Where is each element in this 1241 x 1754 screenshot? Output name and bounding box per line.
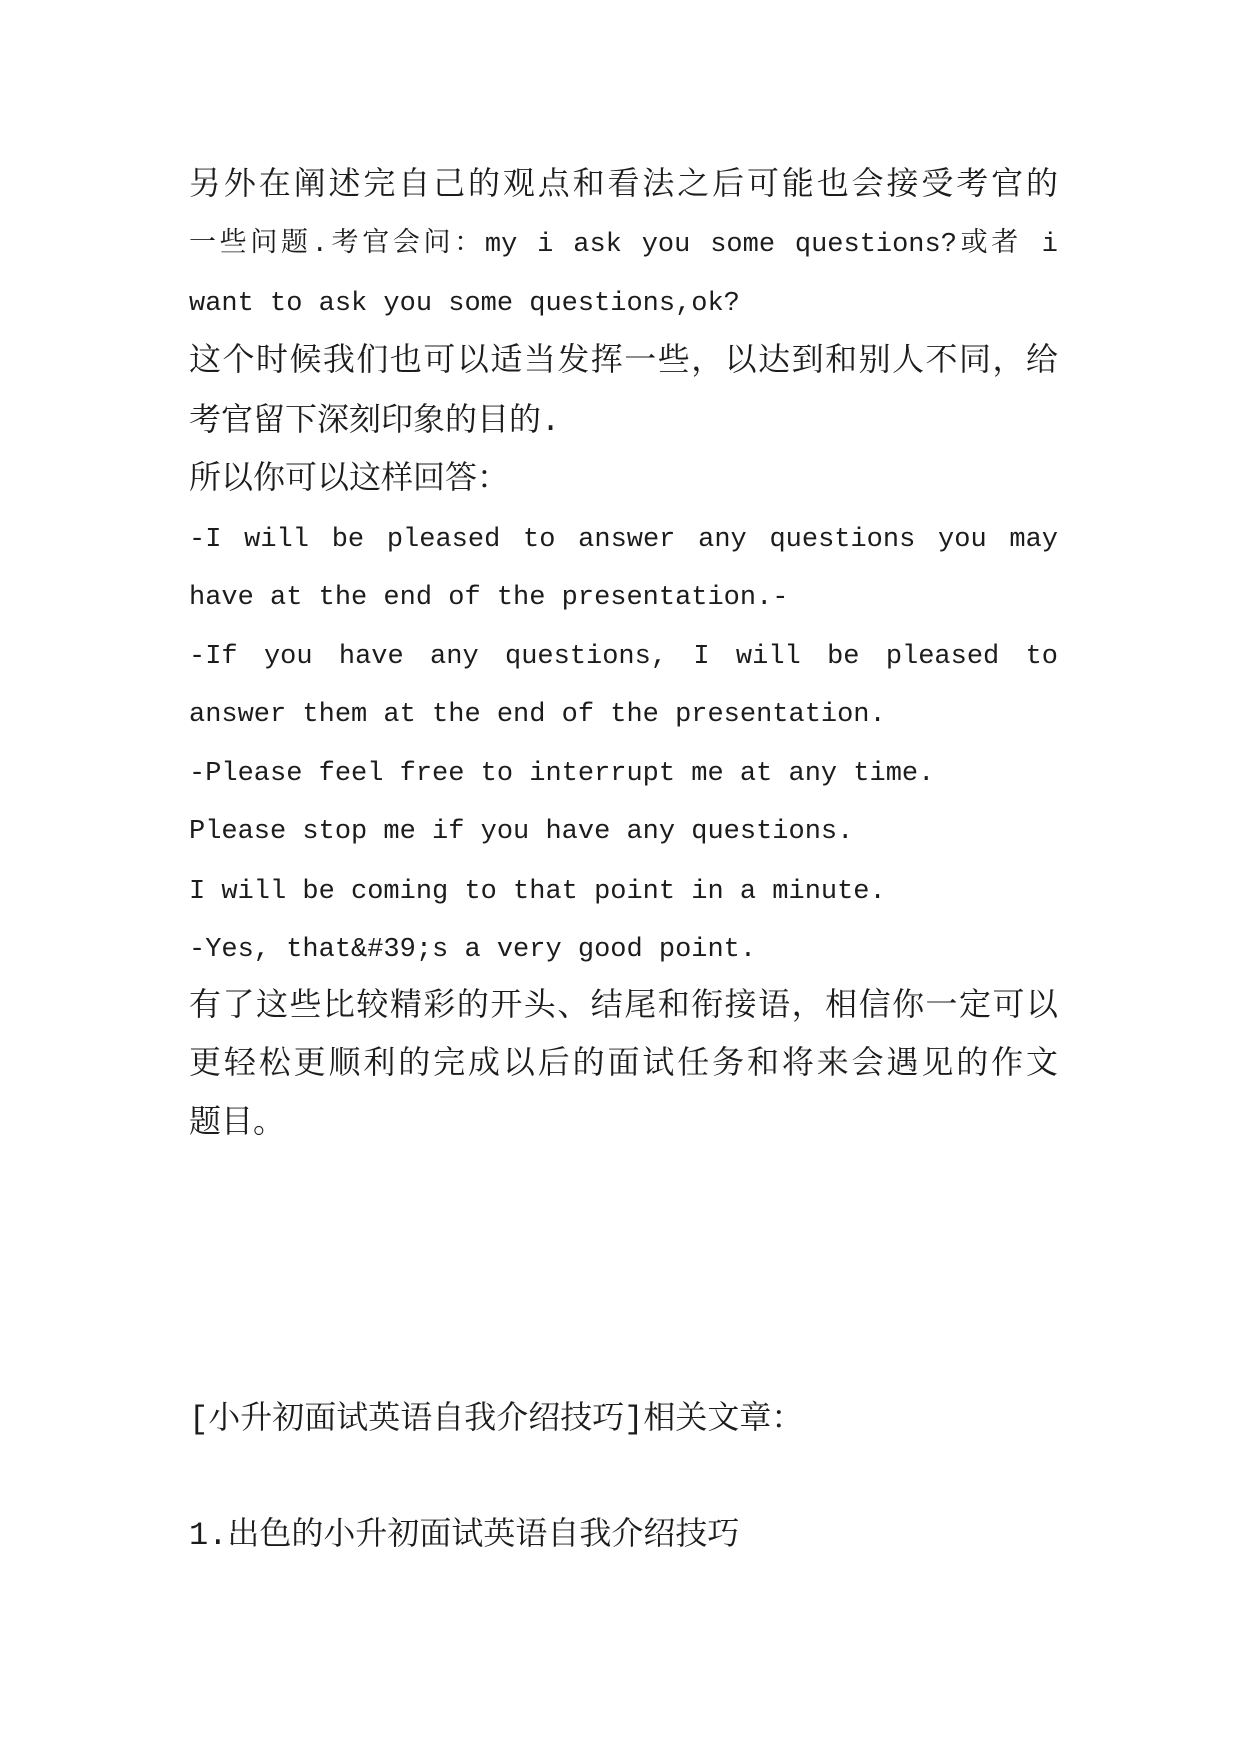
paragraph-line: 这个时候我们也可以适当发挥一些，以达到和别人不同，给: [189, 343, 1058, 380]
paragraph-line: -I will be pleased to answer any questions you may: [189, 525, 1058, 555]
paragraph-line: want to ask you some questions,ok?: [189, 289, 740, 319]
paragraph-line: -If you have any questions, I will be pleased to: [189, 642, 1058, 672]
related-articles-heading: [小升初面试英语自我介绍技巧]相关文章：: [189, 1401, 804, 1438]
paragraph-line: answer them at the end of the presentation.: [189, 700, 886, 730]
paragraph-line: 一些问题.考官会问：my i ask you some questions?或者 i: [189, 230, 1058, 260]
paragraph-line: 更轻松更顺利的完成以后的面试任务和将来会遇见的作文: [189, 1046, 1058, 1083]
paragraph-line: 另外在阐述完自己的观点和看法之后可能也会接受考官的: [189, 167, 1058, 204]
paragraph-line: have at the end of the presentation.-: [189, 583, 789, 613]
paragraph-line: 所以你可以这样回答：: [189, 461, 510, 498]
paragraph-line: Please stop me if you have any questions.: [189, 817, 854, 847]
paragraph-line: 考官留下深刻印象的目的.: [189, 403, 561, 440]
paragraph-line: 题目。: [189, 1105, 286, 1142]
related-article-link[interactable]: 1.出色的小升初面试英语自我介绍技巧: [189, 1517, 740, 1554]
paragraph-line: -Please feel free to interrupt me at any time.: [189, 759, 935, 789]
paragraph-line: 有了这些比较精彩的开头、结尾和衔接语，相信你一定可以: [189, 988, 1058, 1025]
paragraph-line: -Yes, that&#39;s a very good point.: [189, 935, 757, 965]
paragraph-line: I will be coming to that point in a minute.: [189, 877, 886, 907]
